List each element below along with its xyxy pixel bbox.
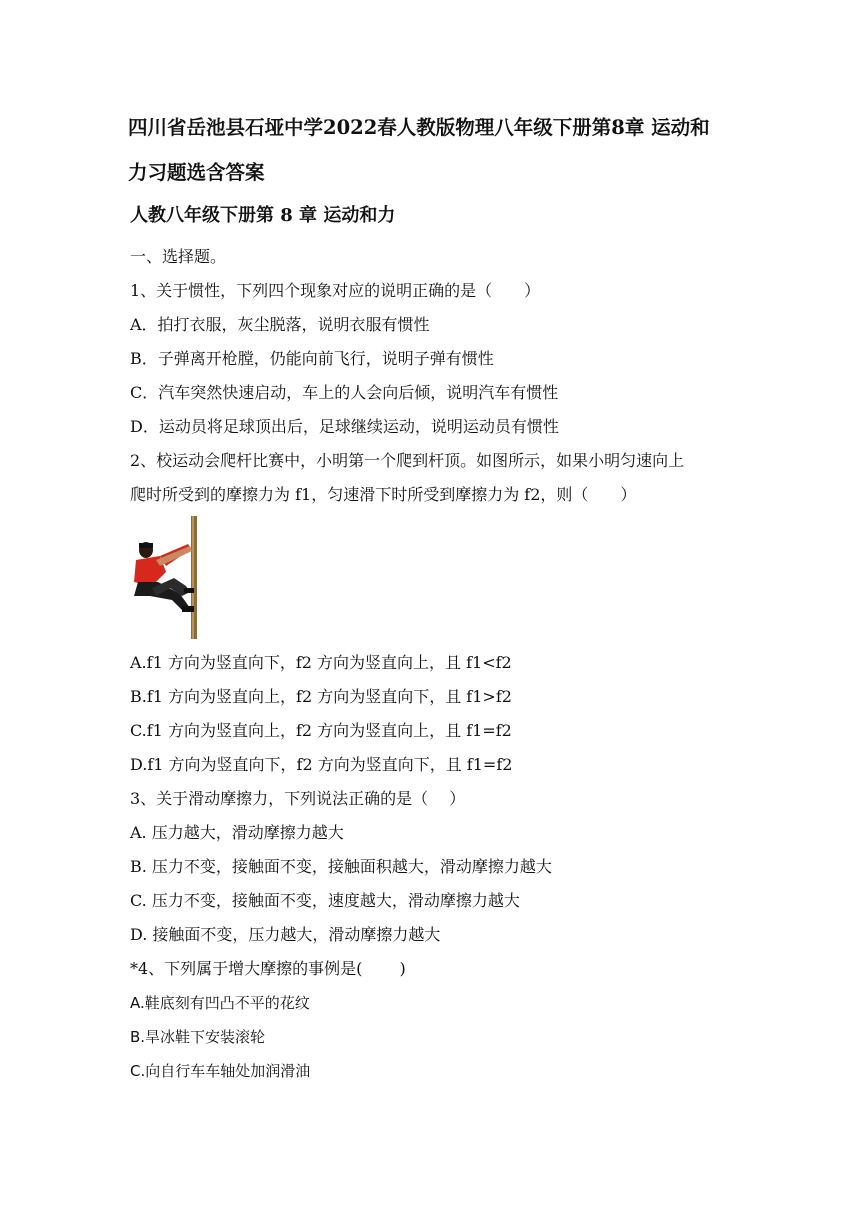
question-3-option-b: B. 压力不变，接触面不变，接触面积越大，滑动摩擦力越大 bbox=[130, 857, 552, 876]
question-3-option-a: A. 压力越大，滑动摩擦力越大 bbox=[130, 823, 344, 842]
question-2-option-a: A.f1 方向为竖直向下，f2 方向为竖直向上，且 f1<f2 bbox=[130, 653, 512, 672]
question-2-option-d: D.f1 方向为竖直向下，f2 方向为竖直向下，且 f1=f2 bbox=[130, 755, 513, 774]
question-3-stem: 3、关于滑动摩擦力，下列说法正确的是（ ） bbox=[130, 789, 466, 808]
chapter-subtitle: 人教八年级下册第 8 章 运动和力 bbox=[130, 205, 396, 226]
section-heading: 一、选择题。 bbox=[130, 247, 227, 266]
question-4-option-a: A.鞋底刻有凹凸不平的花纹 bbox=[130, 994, 310, 1012]
question-2-stem-line-1: 2、校运动会爬杆比赛中，小明第一个爬到杆顶。如图所示，如果小明匀速向上 bbox=[130, 451, 685, 470]
question-2-stem-line-2: 爬时所受到的摩擦力为 f1，匀速滑下时所受到摩擦力为 f2，则（ ） bbox=[130, 485, 637, 504]
question-1-option-c: C．汽车突然快速启动，车上的人会向后倾，说明汽车有惯性 bbox=[130, 383, 559, 402]
question-2-option-b: B.f1 方向为竖直向上，f2 方向为竖直向下，且 f1>f2 bbox=[130, 687, 512, 706]
pole-climber-figure bbox=[130, 516, 208, 639]
question-4-option-b: B.旱冰鞋下安装滚轮 bbox=[130, 1028, 266, 1046]
question-1-option-d: D．运动员将足球顶出后，足球继续运动，说明运动员有惯性 bbox=[130, 417, 559, 436]
question-2-option-c: C.f1 方向为竖直向上，f2 方向为竖直向上，且 f1=f2 bbox=[130, 721, 512, 740]
question-4-stem: *4、下列属于增大摩擦的事例是( ) bbox=[130, 959, 406, 978]
question-4-option-c: C.向自行车车轴处加润滑油 bbox=[130, 1062, 311, 1080]
question-1-option-a: A．拍打衣服，灰尘脱落，说明衣服有惯性 bbox=[130, 315, 430, 334]
question-3-option-c: C. 压力不变，接触面不变，速度越大，滑动摩擦力越大 bbox=[130, 891, 520, 910]
question-1-stem: 1、关于惯性，下列四个现象对应的说明正确的是（ ） bbox=[130, 281, 541, 300]
document-title-line-2: 力习题选含答案 bbox=[128, 161, 265, 184]
question-1-option-b: B．子弹离开枪膛，仍能向前飞行，说明子弹有惯性 bbox=[130, 349, 494, 368]
document-title-line-1: 四川省岳池县石垭中学2022春人教版物理八年级下册第8章 运动和 bbox=[128, 116, 710, 139]
question-3-option-d: D. 接触面不变，压力越大，滑动摩擦力越大 bbox=[130, 925, 441, 944]
